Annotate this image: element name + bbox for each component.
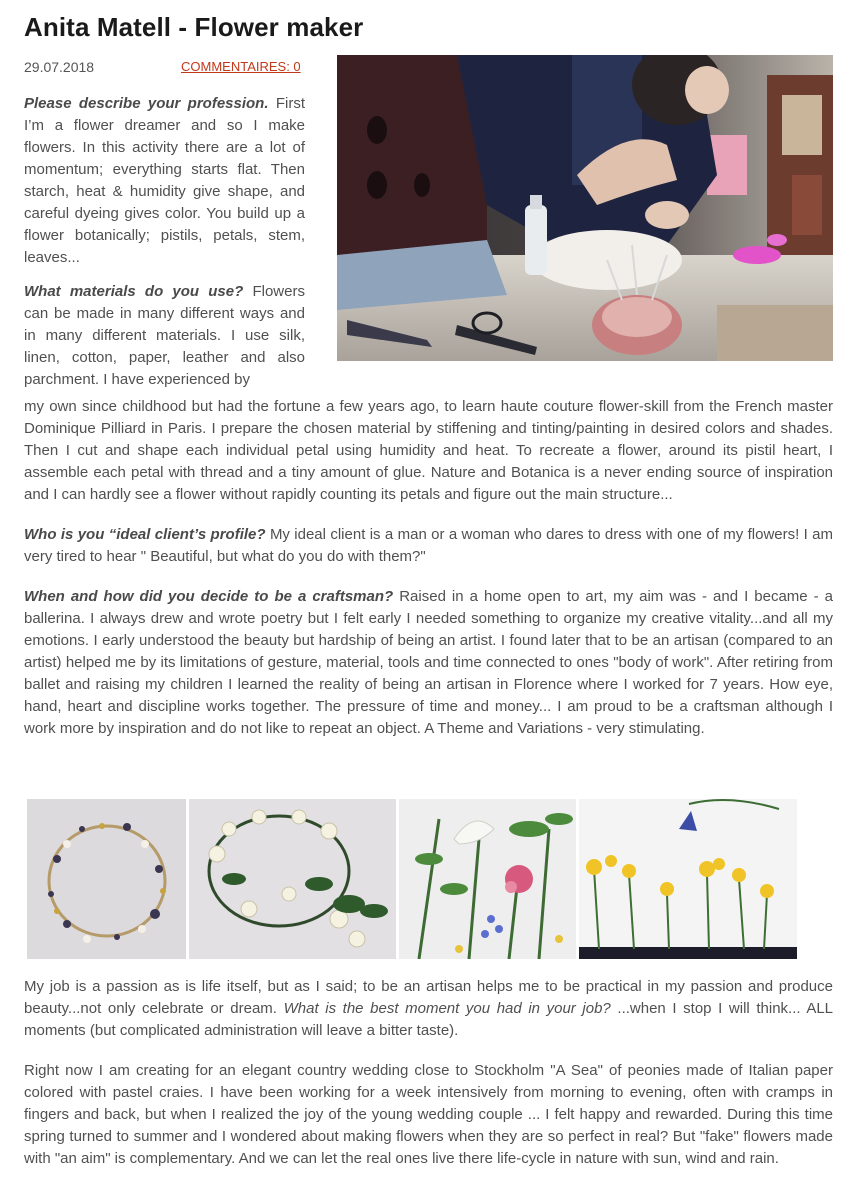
passion-text-before: My job is a passion as is life itself, but as I said; to be an artisan helps me to be practical in my passion and produce beauty...not only celebrate or dream. xyxy=(24,978,833,1017)
paragraph-current-work: Right now I am creating for an elegant country wedding close to Stockholm "A Sea" of peonies made of Italian paper colored with pastel craies. I have been working for a week intensively from morning to evening, often with cramps in fingers and back, but when I realized the joy of the young wedding couple ... I felt happy and rewarded. During this time spring turned to summer and I wondered about making flowers when they are so perfect in real? But "fake" flowers made with "an aim" is complementary. And we can let the real ones live there life-cycle in nature with sun, wind and rain. xyxy=(24,1062,833,1167)
body-text-upper xyxy=(24,396,833,758)
body-text-lower xyxy=(24,976,833,1188)
paragraph-materials-start xyxy=(24,281,305,391)
white-flower-crown-photo xyxy=(189,799,396,959)
beaded-flower-wreath-photo xyxy=(27,799,186,959)
article-date: 29.07.2018 xyxy=(24,59,95,75)
answer-profession: First I’m a flower dreamer and so I make flowers. In this activity there are a lot of momentum; everything starts flat. Then starch, heat & humidity give shape, and careful dyeing gives color. You build up a flower botanically; pistils, petals, stem, leaves... xyxy=(24,95,305,266)
paragraph-profession xyxy=(24,93,305,269)
mixed-wildflowers-photo xyxy=(399,799,576,959)
question-materials: What materials do you use? xyxy=(24,283,244,300)
yellow-buttercups-photo xyxy=(579,799,797,959)
paragraph-materials-end: my own since childhood but had the fortune a few years ago, to learn haute couture flower-skill from the French master Dominique Pilliard in Paris. I prepare the chosen material by stiffening and tinting/painting in desired colors and shades. Then I cut and shape each individual petal using humidity and heat. To recreate a flower, around its pistil heart, I assemble each petal with thread and a tiny amount of glue. Nature and Botanica is a never ending source of inspiration and I can hardly see a flower without rapidly counting its petals and figure out the main structure... xyxy=(24,398,833,503)
paragraph-client xyxy=(24,524,833,568)
answer-client: My ideal client is a man or a woman who dares to dress with one of my flowers! I am very tired to hear " Beautiful, but what do you do with them?" xyxy=(24,526,834,565)
intro-column xyxy=(24,93,305,391)
photo-gallery xyxy=(0,799,862,959)
answer-craftsman: Raised in a home open to art, my aim was - and I became - a ballerina. I always drew and wrote poetry but I felt early I needed something to organize my creative vitality...and all my emotions. I early understood the beauty but hardship of being an artist. I found later that to be an artisan (compared to an artist) helped me by its limitations of gesture, material, tools and time connected to ones "body of work". After retiring from ballet and raising my children I learned the reality of being an artisan in Florence where I worked for 7 years. How eye, hand, heart and discipline works together. The pressure of time and money... I am proud to be a craftsman although I work more by inspiration and do not like to repeat an object. A Theme and Variations - very stimulating. xyxy=(24,588,833,737)
question-craftsman: When and how did you decide to be a craftsman? xyxy=(24,588,394,605)
article-title: Anita Matell - Flower maker xyxy=(24,12,364,42)
artisan-working-photo xyxy=(337,55,833,361)
answer-materials-start: Flowers can be made in many different ways and in many different materials. I use silk, linen, cotton, paper, leather and also parchment. I have experienced by xyxy=(24,283,305,388)
question-profession: Please describe your profession. xyxy=(24,95,269,112)
question-best-moment: What is the best moment you had in your job? xyxy=(283,1000,611,1017)
passion-text-after: ...when I stop I will think... ALL moments (but complicated administration will leave a bitter taste). xyxy=(24,1000,834,1039)
paragraph-craftsman xyxy=(24,586,833,740)
comments-link[interactable]: COMMENTAIRES: 0 xyxy=(181,59,301,74)
question-client: Who is you “ideal client’s profile? xyxy=(24,526,266,543)
paragraph-passion xyxy=(24,976,833,1042)
